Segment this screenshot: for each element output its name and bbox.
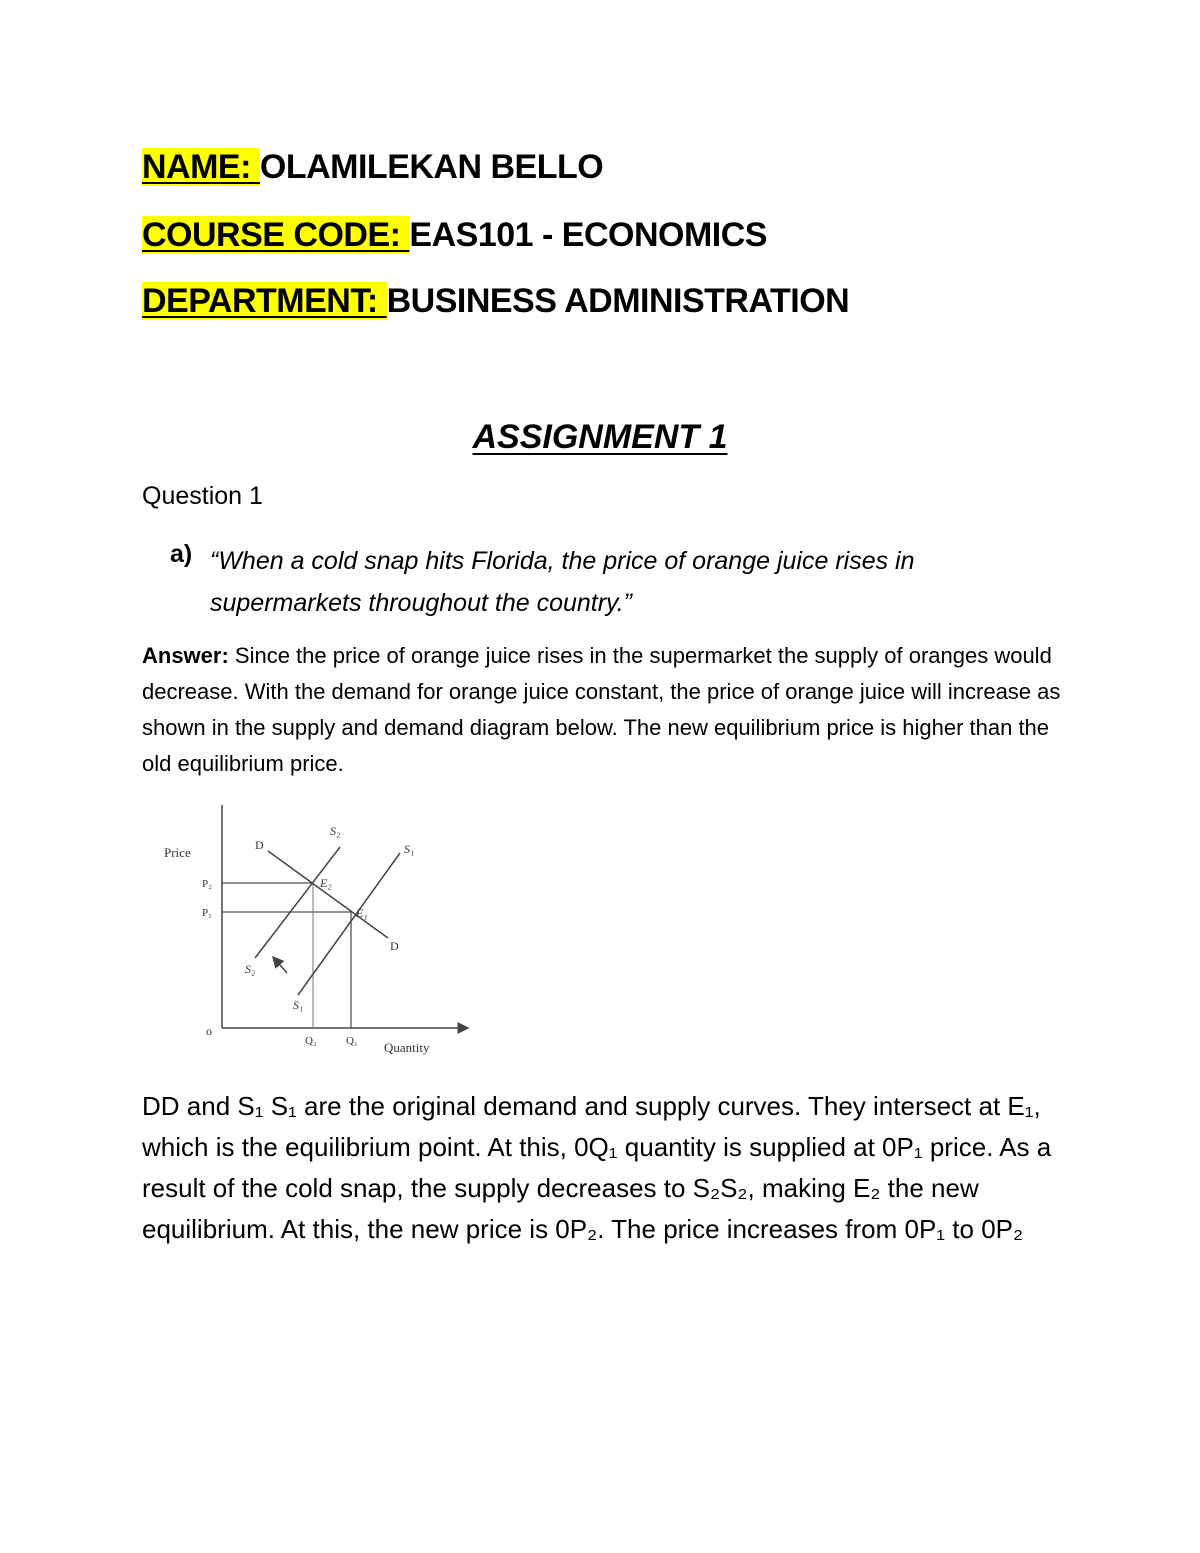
s1-label-top: S₁ (404, 842, 415, 856)
e1-label: E₁ (356, 906, 368, 920)
demand-label-top: D (255, 838, 264, 852)
question-quote: “When a cold snap hits Florida, the price of orange juice rises in supermarkets throughout the country.” (210, 547, 915, 617)
s2-label-top: S₂ (330, 824, 341, 838)
department-label: DEPARTMENT: (142, 282, 387, 320)
s2-label-bottom: S₂ (245, 962, 256, 976)
course-code-value: EAS101 - ECONOMICS (409, 216, 767, 254)
department-value: BUSINESS ADMINISTRATION (386, 282, 850, 320)
name-value: OLAMILEKAN BELLO (259, 148, 604, 186)
supply-curve-s2 (255, 847, 340, 958)
question-heading: Question 1 (142, 482, 263, 510)
x-axis-label: Quantity (384, 1040, 430, 1055)
demand-label-bottom: D (390, 939, 399, 953)
course-code-label: COURSE CODE: (142, 216, 410, 254)
department-line (142, 282, 849, 321)
q1-label: Q₁ (346, 1035, 358, 1047)
q2-label: Q₂ (305, 1035, 317, 1047)
name-line (142, 148, 603, 187)
answer-label: Answer: (142, 643, 229, 668)
explanation-paragraph: DD and S₁ S₁ are the original demand and supply curves. They intersect at E₁, which is the equilibrium point. At this, 0Q₁ quantity is supplied at 0P₁ price. As a result of the cold snap, the supply decreases to S₂S₂, making E₂ the new equilibrium. At this, the new price is 0P₂. The price increases from 0P₁ to 0P₂ (142, 1091, 1052, 1244)
y-axis-label: Price (164, 845, 191, 860)
course-code-line (142, 216, 767, 255)
question-part-letter: a) (170, 540, 193, 568)
p2-label: P₂ (202, 878, 212, 890)
name-label: NAME: (142, 148, 260, 186)
shift-arrow (273, 957, 287, 973)
supply-demand-diagram (150, 795, 490, 1065)
origin-label: o (206, 1024, 212, 1038)
answer-paragraph (142, 638, 1062, 782)
answer-text: Since the price of orange juice rises in the supermarket the supply of oranges would decrease. With the demand for orange juice constant, the price of orange juice will increase as shown in the supply and demand diagram below. The new equilibrium price is higher than the old equilibrium price. (142, 643, 1061, 776)
e2-label: E₂ (320, 876, 332, 890)
s1-label-bottom: S₁ (293, 998, 304, 1012)
assignment-title: ASSIGNMENT 1 (472, 418, 728, 456)
p1-label: P₁ (202, 907, 212, 919)
